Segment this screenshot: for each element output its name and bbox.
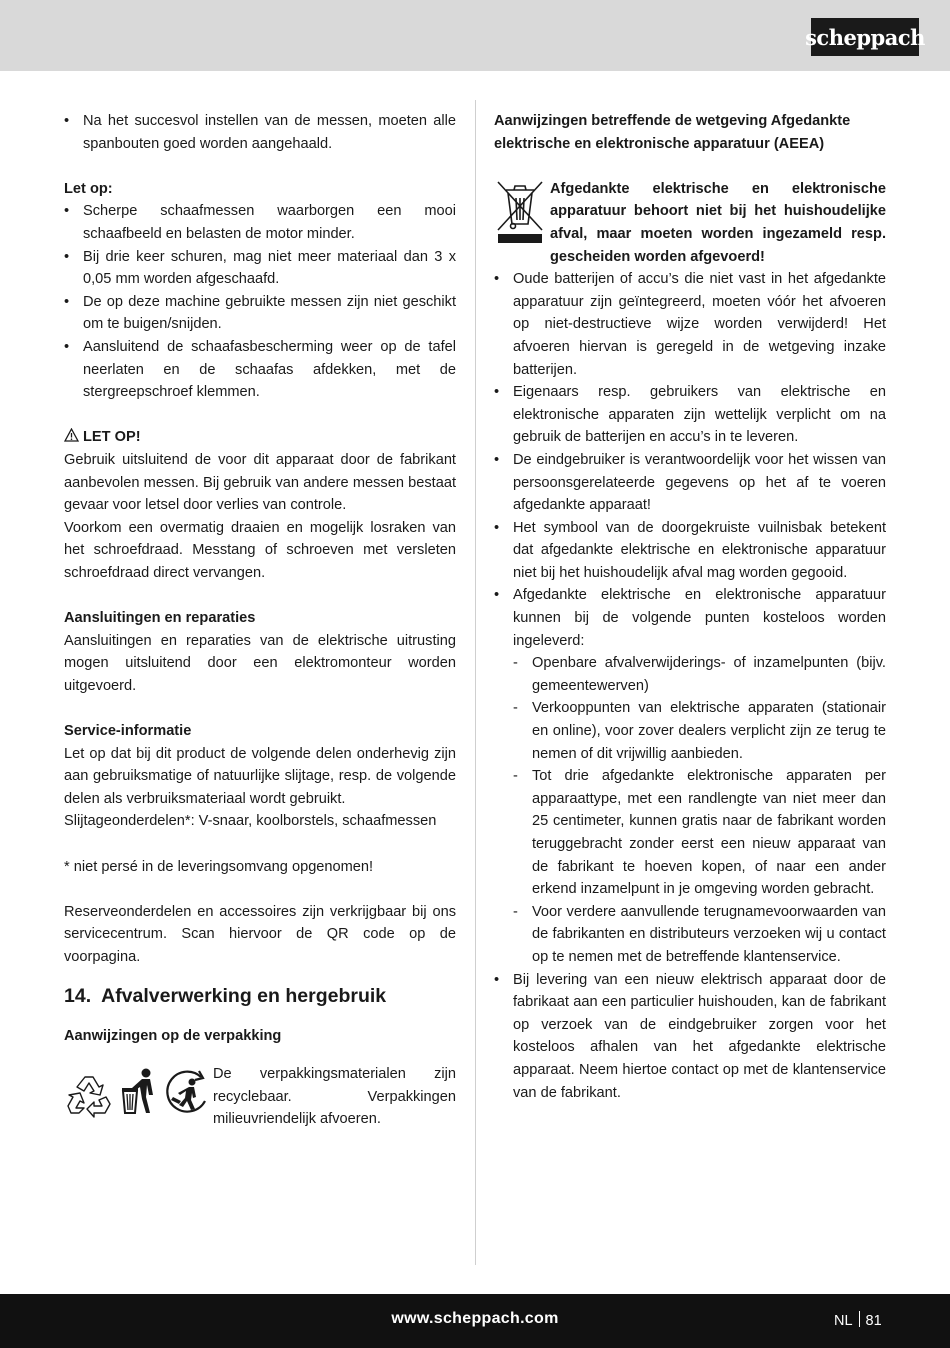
- warning-triangle-icon: [64, 428, 79, 442]
- intro-list: [64, 110, 456, 155]
- weee-notice: Afgedankte elektrische en elektronische apparatuur behoort niet bij het huishoudelijke afval, maar moeten worden ingezameld resp. gescheiden worden afgevoerd!: [550, 180, 886, 265]
- weee-list: [494, 268, 886, 1104]
- letop-heading: Let op:: [64, 180, 113, 197]
- weee-bin-icon-wrap: [494, 178, 550, 248]
- list-item: • Bij drie keer schuren, mag niet meer materiaal dan 3 x 0,05 mm worden afgeschaafd.: [64, 246, 456, 291]
- page-separator: [859, 1311, 860, 1327]
- crossed-bin-icon: [494, 178, 546, 248]
- list-item: • De op deze machine gebruikte messen zijn niet geschikt om te buigen/snijden.: [64, 291, 456, 336]
- service-text-3: Reserveonderdelen en accessoires zijn verkrijgbaar bij ons servicecentrum. Scan hiervoor de QR code op de voorpagina.: [64, 903, 456, 965]
- dash-item: - Verkooppunten van elektrische apparaten (stationair en online), voor zover dealers verplicht zijn ze terug te nemen of dit vrijwillig aanbieden.: [513, 697, 886, 765]
- page-number: 81: [865, 1313, 882, 1329]
- page-indicator: [834, 1311, 882, 1329]
- warning-text-1: Gebruik uitsluitend de voor dit apparaat door de fabrikant aanbevolen messen. Bij gebruik van andere messen bestaat gevaar voor letsel door verlies van controle.: [64, 451, 456, 514]
- section-title: Afvalverwerking en hergebruik: [101, 984, 387, 1007]
- list-item: • Eigenaars resp. gebruikers van elektrische en elektronische apparaten zijn wettelijk verplicht om na gebruik de batterijen en accu’s in te leveren.: [494, 381, 886, 449]
- connections-text: Aansluitingen en reparaties van de elektrische uitrusting mogen uitsluitend door een elektromonteur worden uitgevoerd.: [64, 632, 456, 694]
- page-footer: [0, 1294, 950, 1348]
- recycle-icon: [66, 1071, 116, 1119]
- list-item: • De eindgebruiker is verantwoordelijk voor het wissen van persoonsgerelateerde gegevens op het af te voeren afgedankte apparaat!: [494, 449, 886, 517]
- column-divider: [475, 100, 476, 1265]
- list-item: • Na het succesvol instellen van de messen, moeten alle spanbouten goed worden aangehaald.: [64, 110, 456, 155]
- tidyman-icon: [120, 1067, 158, 1117]
- packaging-text: De verpakkingsmaterialen zijn recyclebaar. Verpakkingen milieuvriendelijk afvoeren.: [213, 1066, 456, 1128]
- service-text-1: Let op dat bij dit product de volgende delen onderhevig zijn aan gebruiksmatige of natuurlijke slijtage, resp. de volgende delen als verbruiksmateriaal wordt gebruikt.: [64, 745, 456, 807]
- list-item: [494, 584, 886, 968]
- list-item: • Aansluitend de schaafasbescherming weer op de tafel neerlaten en de schaafas afdekken, met de stergreepschroef klemmen.: [64, 336, 456, 404]
- section-number: 14.: [64, 984, 92, 1007]
- dash-item: - Openbare afvalverwijderings- of inzamelpunten (bijv. gemeentewerven): [513, 652, 886, 697]
- list-item: • Bij levering van een nieuw elektrisch apparaat door de fabrikaat aan een particulier huishouden, kan de fabrikant op verzoek van de eindgebruiker zorgen voor het kosteloos afhalen van het afgedankte elektrische apparaat. Neem hiertoe contact op met de klantenservice van de fabrikant.: [494, 969, 886, 1105]
- packaging-icons: [64, 1063, 213, 1123]
- section-heading: [64, 983, 456, 1009]
- list-item: • Scherpe schaafmessen waarborgen een mooi schaafbeeld en belasten de motor minder.: [64, 200, 456, 245]
- page-header: [0, 0, 950, 71]
- service-text-2: Slijtageonderdelen*: V-snaar, koolborstels, schaafmessen: [64, 813, 437, 830]
- footer-url[interactable]: www.scheppach.com: [391, 1310, 559, 1327]
- left-column: [64, 110, 456, 1131]
- letop-list: [64, 200, 456, 403]
- warning-heading-text: LET OP!: [83, 429, 141, 446]
- weee-row: [494, 178, 886, 268]
- warning-heading: [64, 426, 456, 449]
- warning-text-2: Voorkom een overmatig draaien en mogelijk losraken van het schroefdraad. Messtang of schroeven met versleten schroefdraad direct vervangen.: [64, 519, 456, 581]
- recycling-person-icon: [161, 1067, 211, 1117]
- right-column: [494, 110, 886, 1104]
- list-item-text: Afgedankte elektrische en elektronische apparatuur kunnen bij de volgende punten kosteloos worden ingeleverd:: [513, 587, 886, 649]
- connections-heading: Aansluitingen en reparaties: [64, 610, 256, 627]
- packaging-row: [64, 1063, 456, 1131]
- service-heading: Service-informatie: [64, 723, 192, 740]
- weee-heading: Aanwijzingen betreffende de wetgeving Afgedankte elektrische en elektronische apparatuur (AEEA): [494, 113, 851, 152]
- list-item: • Het symbool van de doorgekruiste vuilnisbak betekent dat afgedankte elektrische en elektronische apparatuur niet bij het huishoudelijk afval mag worden gegooid.: [494, 517, 886, 585]
- packaging-heading: Aanwijzingen op de verpakking: [64, 1027, 282, 1044]
- collection-points-list: [513, 652, 886, 968]
- list-item: • Oude batterijen of accu’s die niet vast in het afgedankte apparatuur zijn geïntegreerd, moeten vóór het afvoeren op niet-destructieve wijze worden verwijderd! Het afvoeren hiervan is geregeld in de wetgeving inzake batterijen.: [494, 268, 886, 381]
- scheppach-logo: scheppach: [811, 18, 919, 56]
- language-code: NL: [834, 1313, 853, 1329]
- dash-item: - Voor verdere aanvullende terugnamevoorwaarden van de fabrikanten en distributeurs verzoeken wij u contact op te nemen met de betreffende klantenservice.: [513, 901, 886, 969]
- service-note: * niet persé in de leveringsomvang opgenomen!: [64, 858, 374, 875]
- dash-item: - Tot drie afgedankte elektronische apparaten per apparaattype, met een randlengte van niet meer dan 25 centimeter, kunnen gratis naar de fabrikant worden teruggebracht zonder eerst een nieuw apparaat van de fabrikant te hoeven kopen, of naar een ander erkend inzamelpunt in je omgeving worden gebracht.: [513, 765, 886, 901]
